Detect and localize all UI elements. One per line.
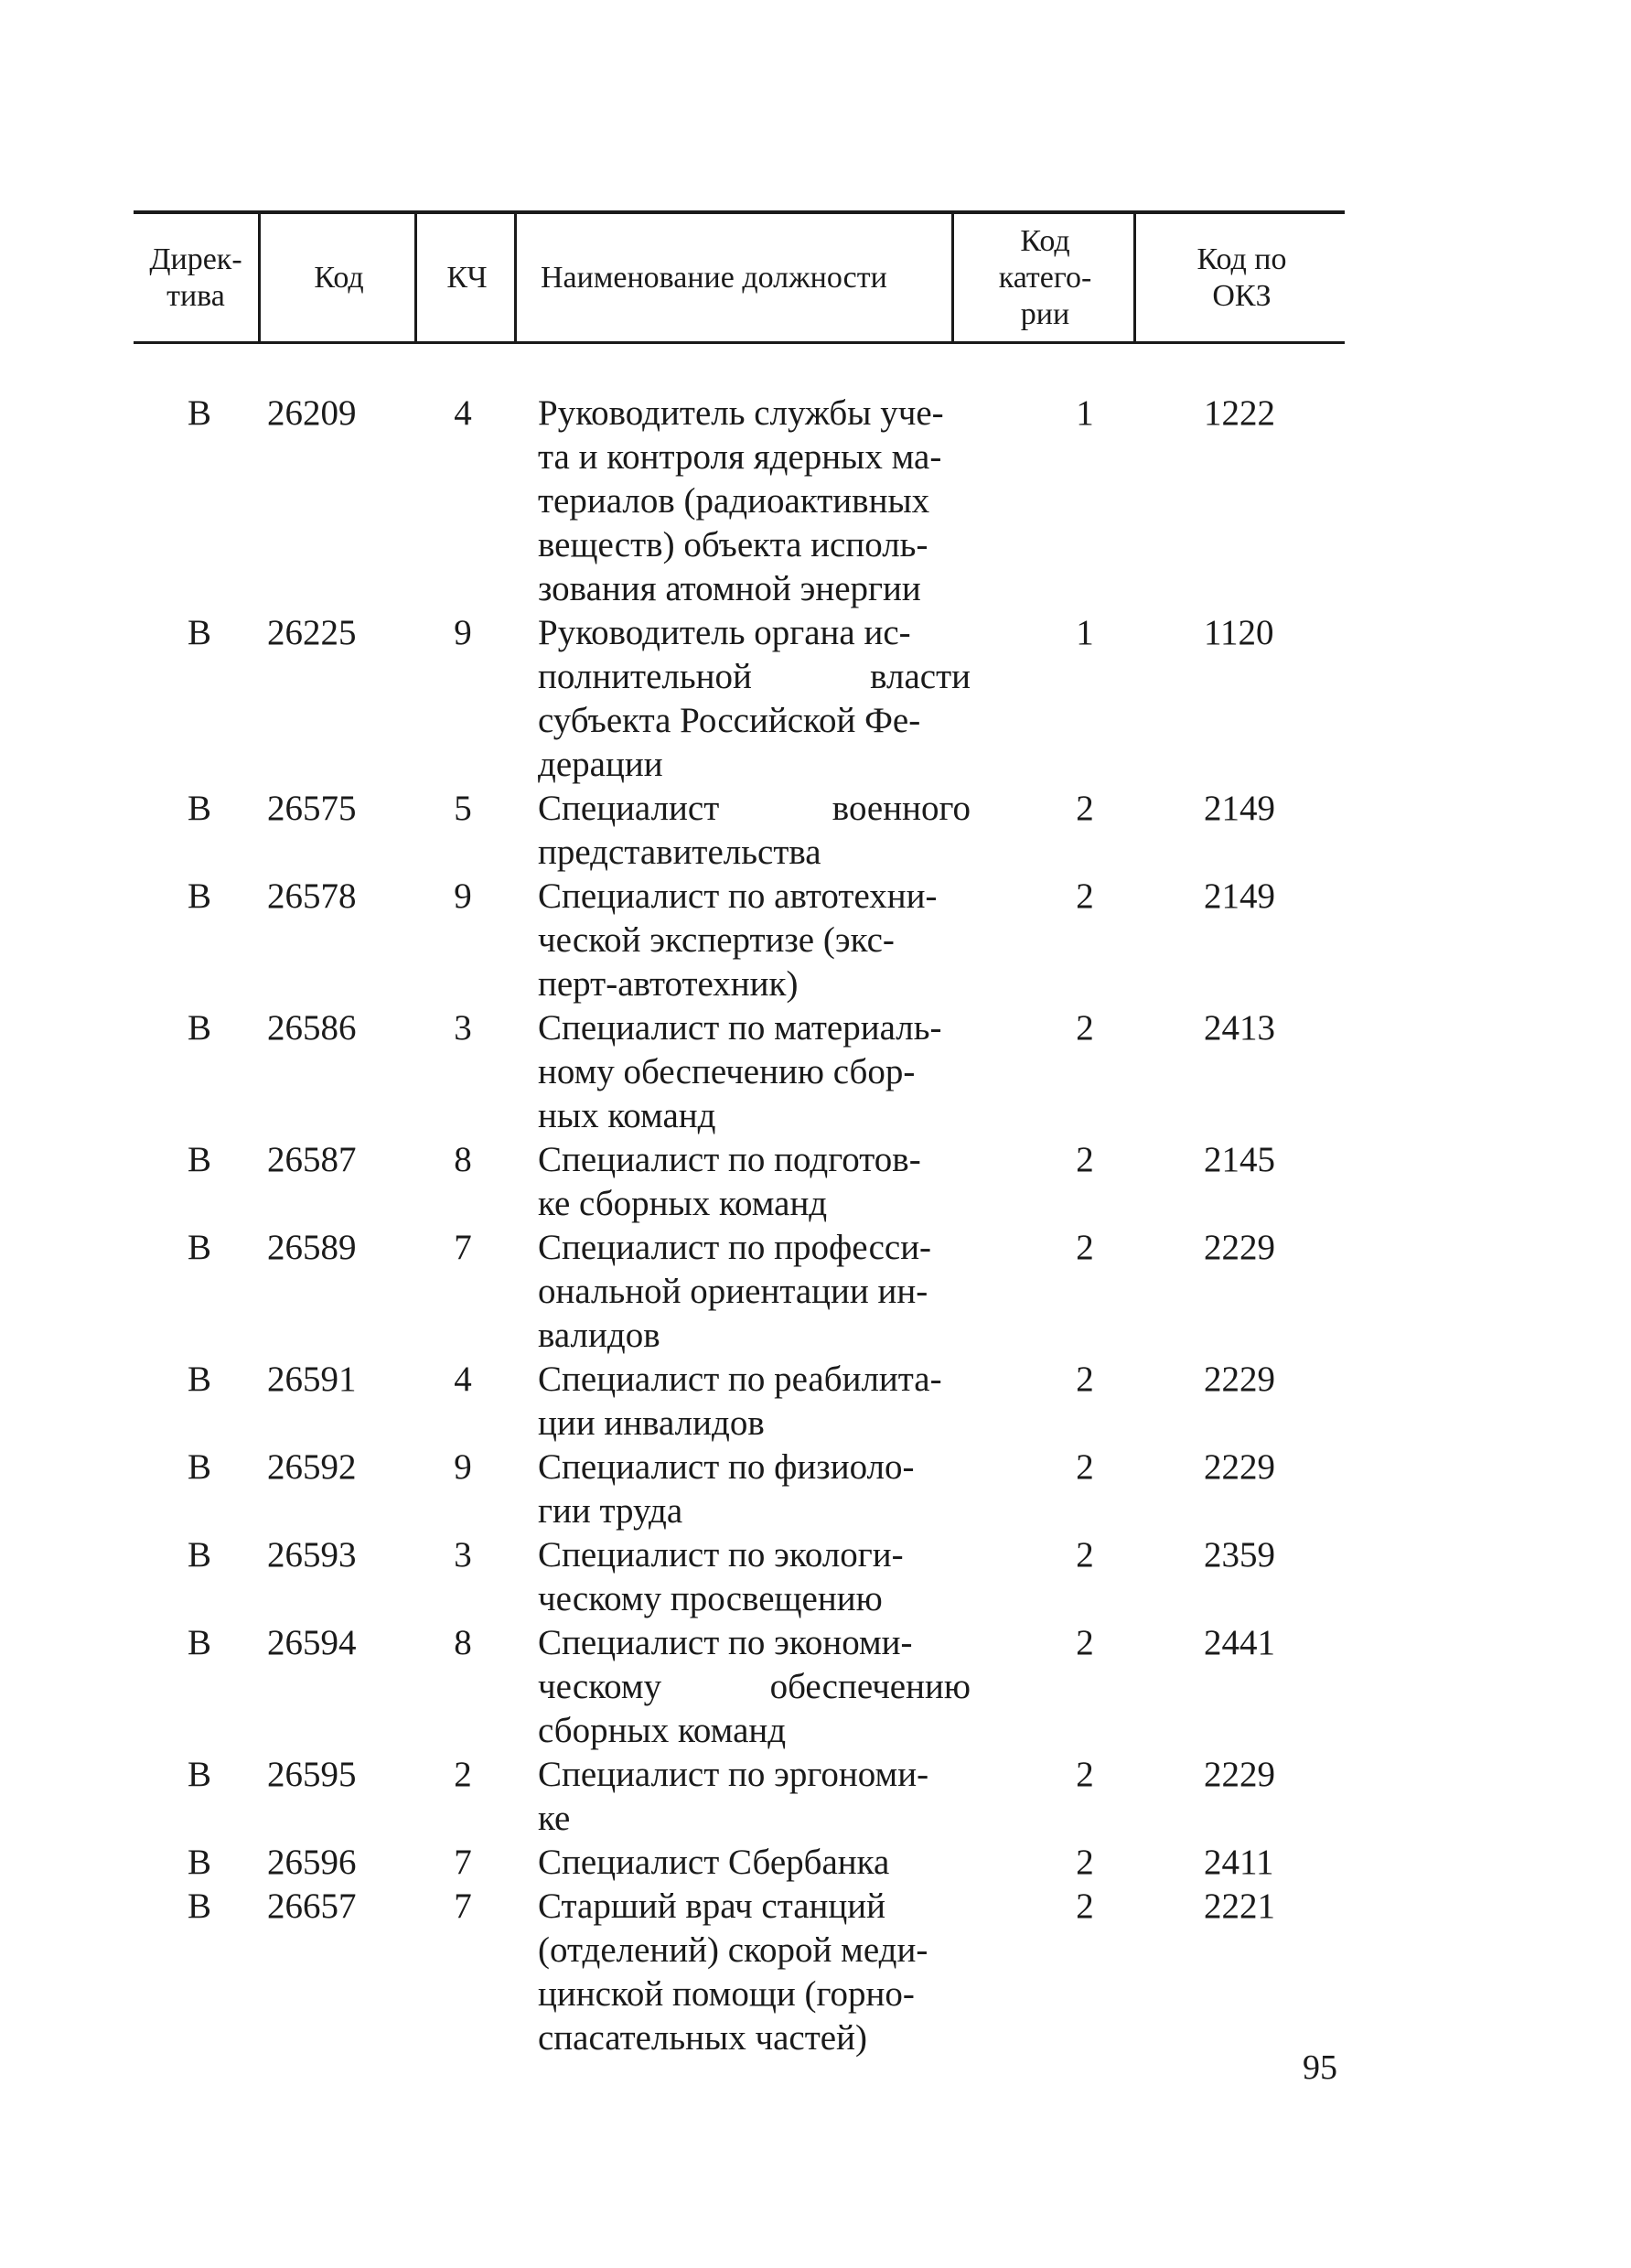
table-row	[0, 1226, 1631, 1358]
cell-directive: В	[187, 1843, 211, 1882]
cell-kch: 9	[454, 613, 472, 652]
position-name-line: Специалист военного	[538, 789, 971, 828]
position-name-line: Специалист по подготов-	[538, 1140, 921, 1179]
position-name-line: валидов	[538, 1316, 660, 1355]
cell-directive: В	[187, 1755, 211, 1794]
position-name-line: полнительной власти	[538, 657, 971, 696]
cell-category-code: 2	[1076, 1755, 1094, 1794]
position-name-line: зования атомной энергии	[538, 569, 921, 608]
cell-position-name	[538, 1885, 971, 2060]
cell-kch: 5	[454, 789, 472, 828]
cell-category-code: 2	[1076, 789, 1094, 828]
cell-directive: В	[187, 393, 211, 433]
cell-kch: 7	[454, 1886, 472, 1926]
cell-kch: 8	[454, 1140, 472, 1179]
cell-okz-code: 2229	[1204, 1228, 1275, 1267]
position-name-line: перт-автотехник)	[538, 964, 799, 1004]
position-name-line: (отделений) скорой меди-	[538, 1930, 928, 1970]
table-row	[0, 1841, 1631, 1885]
position-name-line: субъекта Российской Фе-	[538, 701, 921, 740]
position-name-line: Руководитель органа ис-	[538, 613, 911, 652]
table-row	[0, 1533, 1631, 1621]
cell-position-name	[538, 1226, 971, 1358]
cell-code: 26593	[267, 1535, 357, 1575]
cell-position-name	[538, 1138, 971, 1226]
position-name-line: Специалист Сбербанка	[538, 1843, 890, 1882]
position-name-line: Специалист по автотехни-	[538, 876, 938, 916]
cell-code: 26595	[267, 1755, 357, 1794]
table-row	[0, 1138, 1631, 1226]
table-header	[134, 210, 1345, 344]
position-name-line: ных команд	[538, 1096, 716, 1135]
position-name-line: ному обеспечению сбор-	[538, 1052, 916, 1091]
cell-code: 26594	[267, 1623, 357, 1662]
cell-category-code: 2	[1076, 1228, 1094, 1267]
cell-okz-code: 2149	[1204, 789, 1275, 828]
cell-category-code: 2	[1076, 1447, 1094, 1487]
position-name-line: та и контроля ядерных ма-	[538, 437, 942, 477]
cell-directive: В	[187, 876, 211, 916]
cell-code: 26592	[267, 1447, 357, 1487]
cell-code: 26589	[267, 1228, 357, 1267]
cell-position-name	[538, 875, 971, 1006]
cell-code: 26575	[267, 789, 357, 828]
table-row	[0, 611, 1631, 787]
position-name-line: веществ) объекта исполь-	[538, 525, 928, 564]
table-row	[0, 787, 1631, 875]
cell-position-name	[538, 1006, 971, 1138]
cell-code: 26596	[267, 1843, 357, 1882]
table-row	[0, 1753, 1631, 1841]
cell-directive: В	[187, 1140, 211, 1179]
cell-code: 26578	[267, 876, 357, 916]
cell-kch: 4	[454, 1360, 472, 1399]
header-position-name: Наименование должности	[514, 214, 978, 341]
cell-okz-code: 2441	[1204, 1623, 1275, 1662]
position-name-line: Специалист по реабилита-	[538, 1360, 942, 1399]
cell-position-name	[538, 1533, 971, 1621]
position-name-line: ке сборных команд	[538, 1184, 828, 1223]
position-name-line: ческому обеспечению	[538, 1667, 971, 1706]
cell-okz-code: 1222	[1204, 393, 1275, 433]
cell-okz-code: 2229	[1204, 1447, 1275, 1487]
position-name-line: ке	[538, 1799, 571, 1838]
cell-kch: 4	[454, 393, 472, 433]
header-okz-code: Код по ОКЗ	[1133, 214, 1347, 341]
cell-okz-code: 2413	[1204, 1008, 1275, 1048]
cell-directive: В	[187, 1623, 211, 1662]
position-name-line: спасательных частей)	[538, 2018, 867, 2058]
position-name-line: Специалист по эргономи-	[538, 1755, 929, 1794]
table-row	[0, 1006, 1631, 1138]
cell-category-code: 2	[1076, 1843, 1094, 1882]
cell-position-name	[538, 787, 971, 875]
cell-code: 26209	[267, 393, 357, 433]
cell-category-code: 1	[1076, 613, 1094, 652]
cell-okz-code: 2411	[1204, 1843, 1274, 1882]
position-name-line: Специалист по професси-	[538, 1228, 932, 1267]
position-name-line: Специалист по материаль-	[538, 1008, 942, 1048]
header-directive: Дирек- тива	[149, 242, 242, 313]
cell-okz-code: 2221	[1204, 1886, 1275, 1926]
cell-directive: В	[187, 789, 211, 828]
cell-directive: В	[187, 1228, 211, 1267]
position-name-line: цинской помощи (горно-	[538, 1974, 915, 2014]
cell-okz-code: 2229	[1204, 1360, 1275, 1399]
cell-code: 26225	[267, 613, 357, 652]
position-name-line: Специалист по экологи-	[538, 1535, 904, 1575]
cell-position-name	[538, 1621, 971, 1753]
cell-code: 26587	[267, 1140, 357, 1179]
cell-directive: В	[187, 613, 211, 652]
cell-position-name	[538, 1841, 971, 1885]
cell-kch: 2	[454, 1755, 472, 1794]
cell-kch: 3	[454, 1008, 472, 1048]
cell-category-code: 2	[1076, 1623, 1094, 1662]
cell-okz-code: 2229	[1204, 1755, 1275, 1794]
cell-directive: В	[187, 1886, 211, 1926]
page-number: 95	[1303, 2048, 1337, 2087]
cell-position-name	[538, 392, 971, 611]
cell-kch: 8	[454, 1623, 472, 1662]
cell-okz-code: 1120	[1204, 613, 1274, 652]
cell-okz-code: 2359	[1204, 1535, 1275, 1575]
cell-category-code: 2	[1076, 876, 1094, 916]
table-row	[0, 1446, 1631, 1533]
cell-position-name	[538, 1358, 971, 1446]
cell-category-code: 2	[1076, 1535, 1094, 1575]
cell-okz-code: 2149	[1204, 876, 1275, 916]
position-name-line: Руководитель службы уче-	[538, 393, 944, 433]
cell-kch: 3	[454, 1535, 472, 1575]
cell-directive: В	[187, 1535, 211, 1575]
position-name-line: гии труда	[538, 1491, 683, 1531]
table-row	[0, 1885, 1631, 2060]
position-name-line: Специалист по физиоло-	[538, 1447, 915, 1487]
position-name-line: ональной ориентации ин-	[538, 1272, 928, 1311]
cell-kch: 9	[454, 876, 472, 916]
cell-kch: 7	[454, 1228, 472, 1267]
table-row	[0, 1358, 1631, 1446]
position-name-line: Специалист по экономи-	[538, 1623, 913, 1662]
table-row	[0, 392, 1631, 611]
cell-code: 26591	[267, 1360, 357, 1399]
position-name-line: ции инвалидов	[538, 1403, 765, 1443]
cell-category-code: 2	[1076, 1140, 1094, 1179]
table-row	[0, 875, 1631, 1006]
cell-category-code: 2	[1076, 1008, 1094, 1048]
cell-directive: В	[187, 1008, 211, 1048]
position-name-line: дерации	[538, 745, 663, 784]
cell-position-name	[538, 611, 971, 787]
cell-position-name	[538, 1753, 971, 1841]
position-name-line: териалов (радиоактивных	[538, 481, 930, 521]
position-name-line: ческой экспертизе (экс-	[538, 920, 895, 960]
cell-okz-code: 2145	[1204, 1140, 1275, 1179]
cell-category-code: 1	[1076, 393, 1094, 433]
cell-category-code: 2	[1076, 1360, 1094, 1399]
cell-code: 26657	[267, 1886, 357, 1926]
cell-kch: 7	[454, 1843, 472, 1882]
cell-category-code: 2	[1076, 1886, 1094, 1926]
header-code: Код	[258, 214, 417, 341]
cell-directive: В	[187, 1447, 211, 1487]
table-row	[0, 1621, 1631, 1753]
header-kch: КЧ	[414, 214, 517, 341]
cell-position-name	[538, 1446, 971, 1533]
position-name-line: Старший врач станций	[538, 1886, 886, 1926]
cell-directive: В	[187, 1360, 211, 1399]
position-name-line: ческому просвещению	[538, 1579, 883, 1618]
cell-code: 26586	[267, 1008, 357, 1048]
header-category-code: Код катего- рии	[951, 214, 1136, 341]
cell-kch: 9	[454, 1447, 472, 1487]
position-name-line: представительства	[538, 833, 821, 872]
position-name-line: сборных команд	[538, 1711, 787, 1750]
